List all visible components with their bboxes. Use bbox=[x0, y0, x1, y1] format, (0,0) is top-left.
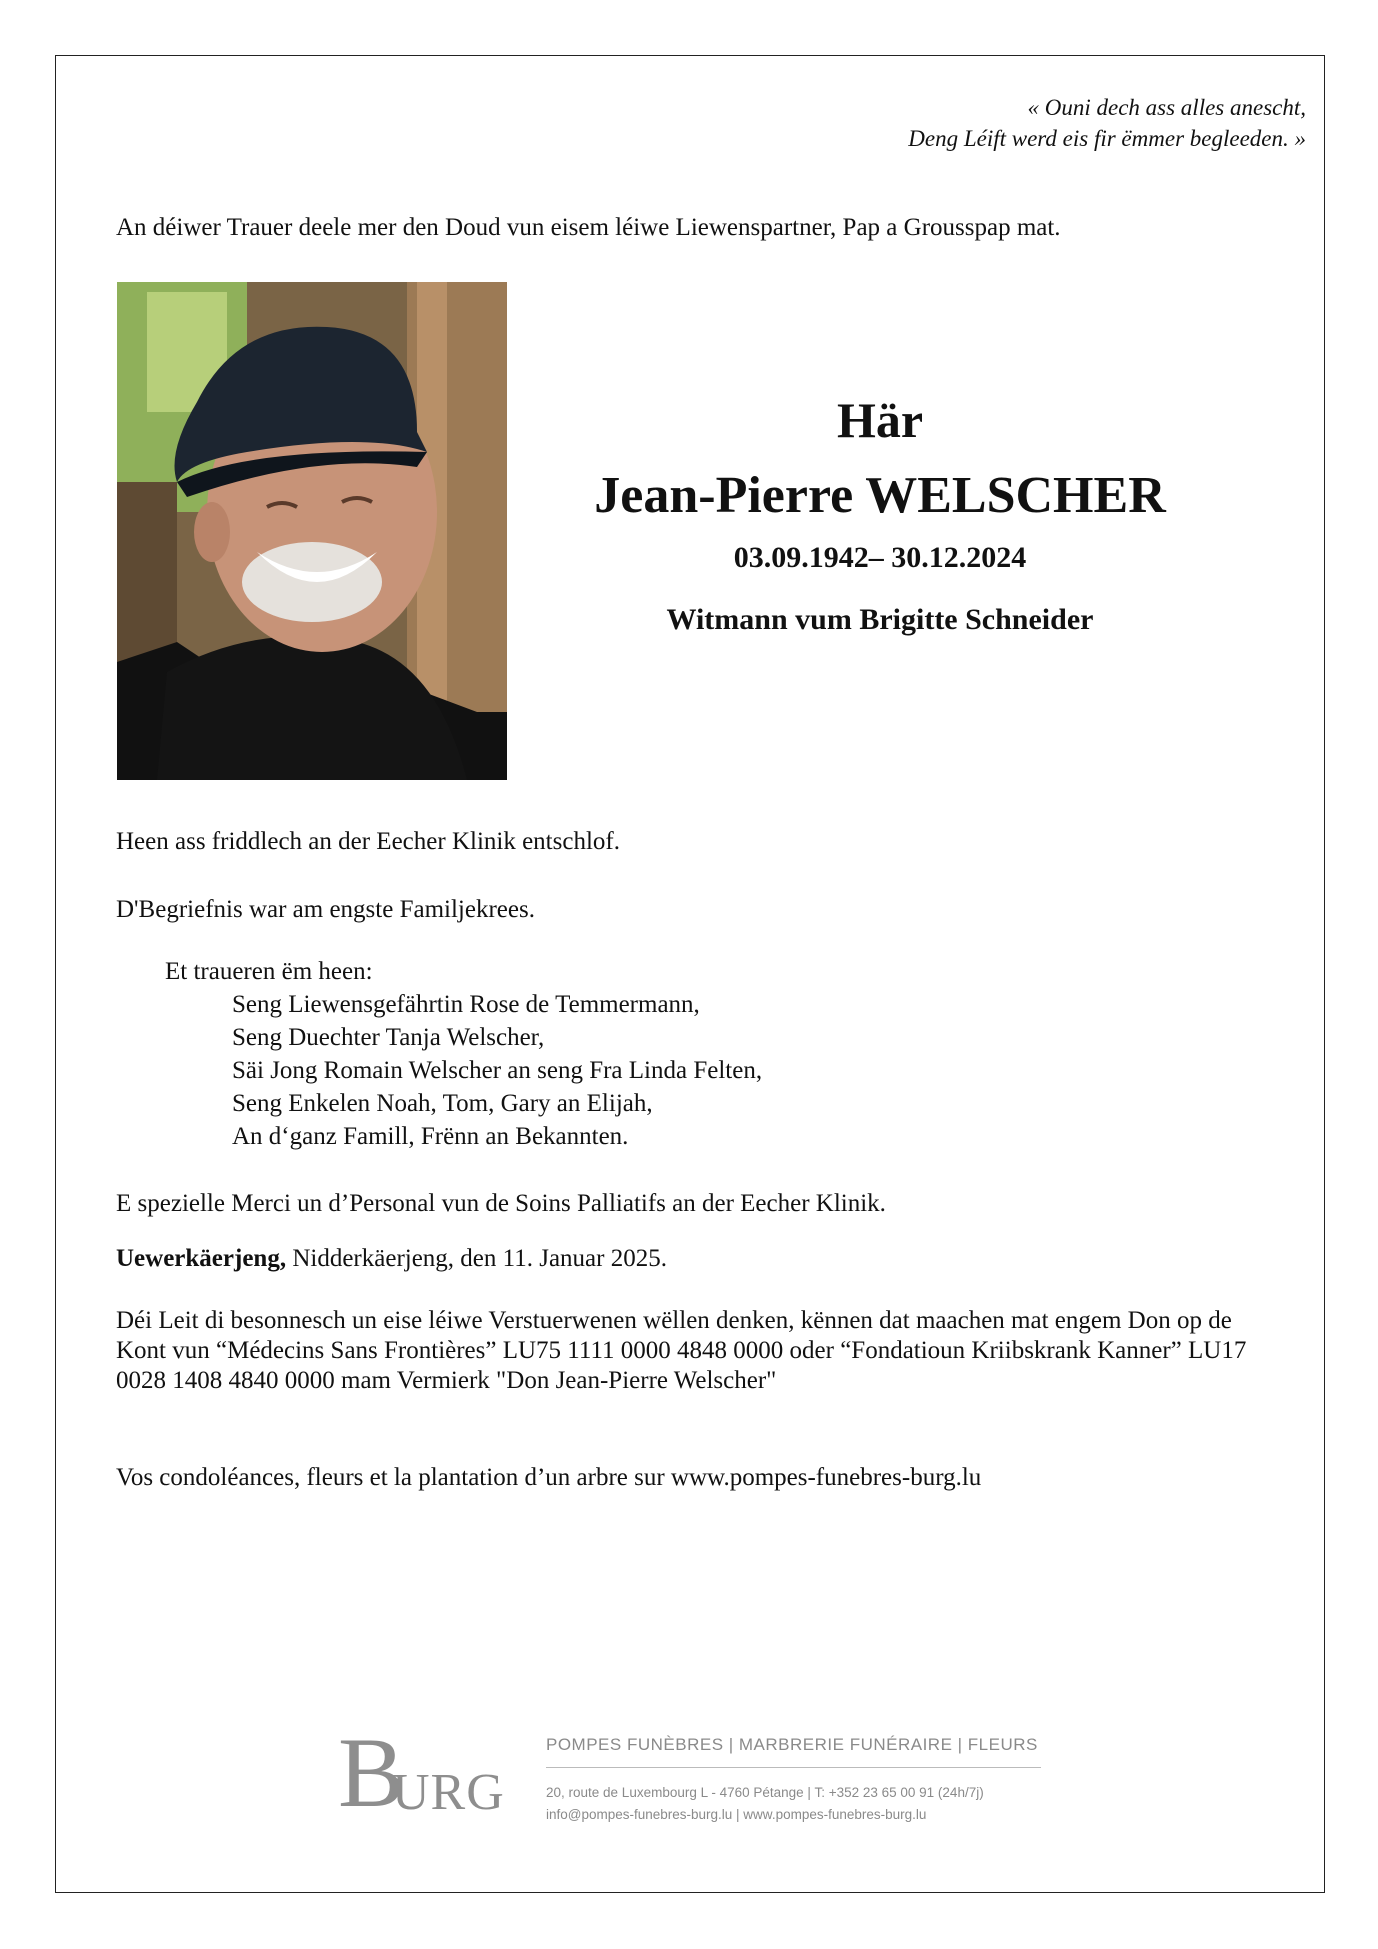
honorific: Här bbox=[836, 392, 924, 448]
list-item: An d‘ganz Famill, Frënn an Bekannten. bbox=[232, 1123, 629, 1150]
quote bbox=[908, 92, 1306, 154]
portrait-illustration bbox=[117, 282, 507, 780]
quote-line-2: Deng Léift werd eis fir ëmmer begleeden. » bbox=[908, 126, 1306, 151]
portrait-photo bbox=[117, 282, 507, 780]
footer-divider bbox=[546, 1767, 1041, 1768]
thanks-text: E spezielle Merci un d’Personal vun de Soins Palliatifs an der Eecher Klinik. bbox=[116, 1190, 886, 1217]
widower-note: Witmann vum Brigitte Schneider bbox=[666, 603, 1094, 636]
logo-letter-b: B bbox=[338, 1717, 399, 1828]
quote-line-1: « Ouni dech ass alles anescht, bbox=[1027, 95, 1306, 120]
logo-letters-urg: URG bbox=[392, 1764, 505, 1821]
place-date bbox=[116, 1243, 667, 1275]
funeral-text: D'Begriefnis war am engste Familjekrees. bbox=[116, 896, 535, 923]
list-item: Seng Duechter Tanja Welscher, bbox=[232, 1024, 545, 1051]
footer bbox=[330, 1717, 1050, 1855]
condolences-text: Vos condoléances, fleurs et la plantation d’un arbre sur www.pompes-funebres-burg.lu bbox=[116, 1464, 982, 1491]
intro-text: An déiwer Trauer deele mer den Doud vun eisem léiwe Liewenspartner, Pap a Grousspap mat. bbox=[116, 214, 1061, 241]
place-name: Uewerkäerjeng, bbox=[116, 1245, 287, 1272]
place-date-rest: Nidderkäerjeng, den 11. Januar 2025. bbox=[286, 1245, 667, 1272]
passed-text: Heen ass friddlech an der Eecher Klinik entschlof. bbox=[116, 828, 620, 855]
deceased-header bbox=[510, 390, 1250, 640]
footer-services: POMPES FUNÈBRES | MARBRERIE FUNÉRAIRE | FLEURS bbox=[546, 1735, 1038, 1754]
list-item: Seng Liewensgefährtin Rose de Temmermann, bbox=[232, 991, 700, 1018]
life-dates: 03.09.1942– 30.12.2024 bbox=[733, 541, 1027, 574]
mourners-list bbox=[232, 988, 762, 1153]
deceased-name: Jean-Pierre WELSCHER bbox=[594, 467, 1166, 524]
list-item: Säi Jong Romain Welscher an seng Fra Linda Felten, bbox=[232, 1057, 763, 1084]
list-item: Seng Enkelen Noah, Tom, Gary an Elijah, bbox=[232, 1090, 653, 1117]
footer-contact: info@pompes-funebres-burg.lu | www.pompes-funebres-burg.lu bbox=[546, 1807, 927, 1822]
footer-address: 20, route de Luxembourg L - 4760 Pétange | T: +352 23 65 00 91 (24h/7j) bbox=[546, 1785, 984, 1800]
mourners-intro: Et traueren ëm heen: bbox=[165, 958, 373, 985]
donation-text: Déi Leit di besonnesch un eise léiwe Verstuerwenen wëllen denken, kënnen dat maachen mat engem Don op de Kont vun “Médecins Sans Frontières” LU75 1111 0000 4848 0000 oder “Fondatioun Kriibskrank Kanner” LU17 0028 1408 4840 0000 mam Vermierk "Don Jean-Pierre Welscher" bbox=[116, 1307, 1247, 1394]
